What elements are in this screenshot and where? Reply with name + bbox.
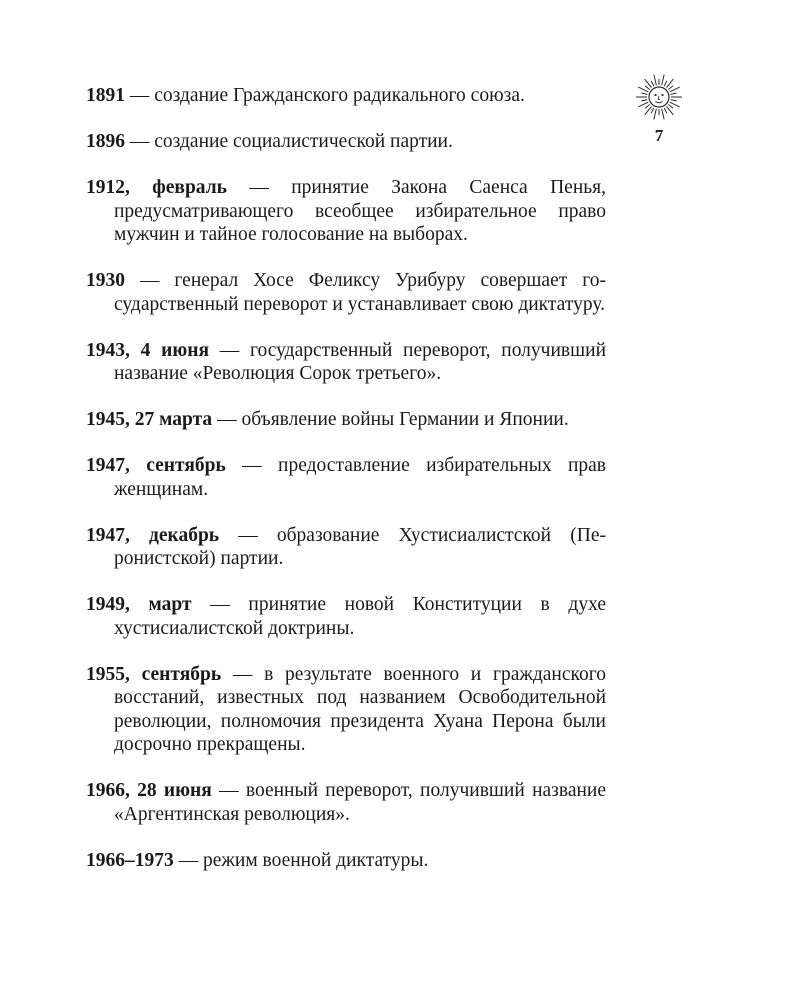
entry-date: 1966–1973: [86, 849, 174, 871]
sun-ray: [641, 100, 647, 101]
entry-text: — объявление войны Германии и Японии.: [212, 409, 569, 430]
entry-date: 1949, март: [86, 594, 192, 615]
sun-ray: [645, 104, 650, 108]
timeline-entry: [86, 269, 606, 316]
entry-date: 1955, сентябрь: [86, 663, 222, 685]
entry-date: 1947, декабрь: [86, 524, 220, 546]
sun-ray: [668, 86, 673, 90]
entry-text: — образование Хустисиалистской (Перонистской) партии.: [114, 524, 606, 569]
entry-date: 1930: [86, 270, 125, 291]
sun-ray: [662, 109, 664, 120]
sun-ray: [671, 100, 677, 101]
sun-face-emblem-icon: [634, 72, 684, 122]
timeline-entry: [86, 849, 606, 873]
timeline-entry: [86, 663, 606, 757]
sun-ray: [664, 108, 667, 113]
timeline-entry: [86, 130, 606, 154]
sun-ray: [641, 93, 647, 94]
entry-text: — создание социалистической партии.: [125, 131, 453, 152]
timeline-entry: [86, 779, 606, 826]
timeline-entry: [86, 524, 606, 571]
sun-ray: [664, 81, 667, 86]
entry-text: — генерал Хосе Феликсу Урибуру совершает государственный переворот и устанавливает свою диктатуру.: [114, 270, 606, 315]
sun-ray: [654, 75, 656, 86]
timeline-entry: [86, 408, 606, 432]
entry-text: — режим военной диктатуры.: [173, 849, 429, 871]
timeline-list: [86, 84, 606, 895]
timeline-entry: [86, 84, 606, 108]
sun-ray: [668, 104, 673, 108]
entry-text: — предоставление избирательных прав женщинам.: [114, 455, 606, 500]
sun-ray: [651, 81, 654, 86]
sun-ray: [651, 108, 654, 113]
sun-ray: [662, 75, 664, 86]
entry-date: 1943, 4 июня: [86, 339, 210, 361]
entry-date: 1891: [86, 85, 125, 106]
entry-date: 1912, февраль: [86, 177, 227, 198]
entry-date: 1947, сентябрь: [86, 455, 226, 476]
timeline-entry: [86, 454, 606, 501]
entry-text: — государственный переворот, получивший название «Революция Сорок третьего».: [114, 339, 606, 384]
sun-ray: [654, 109, 656, 120]
entry-text: — принятие новой Конституции в духе хустисиалистской доктрины.: [114, 594, 606, 639]
timeline-entry: [86, 176, 606, 247]
page-number: 7: [654, 126, 664, 145]
sun-ray: [671, 93, 677, 94]
entry-text: — создание Гражданского радикального союза.: [125, 85, 525, 106]
entry-date: 1966, 28 июня: [86, 780, 212, 801]
entry-date: 1945, 27 марта: [86, 409, 213, 430]
entry-text: — военный переворот, получивший название «Аргентинская революция».: [114, 780, 606, 825]
timeline-entry: [86, 593, 606, 640]
entry-text: — в результате военного и гражданского восстаний, известных под названием Освободительной революции, полномочия президента Хуана Перона были досрочно прекращены.: [114, 663, 606, 755]
entry-date: 1896: [86, 131, 125, 152]
entry-text: — принятие Закона Саенса Пенья, предусматривающего всеобщее избирательное право мужчин и тайное голосование на выборах.: [114, 177, 606, 245]
sun-ray: [645, 86, 650, 90]
timeline-entry: [86, 339, 606, 386]
